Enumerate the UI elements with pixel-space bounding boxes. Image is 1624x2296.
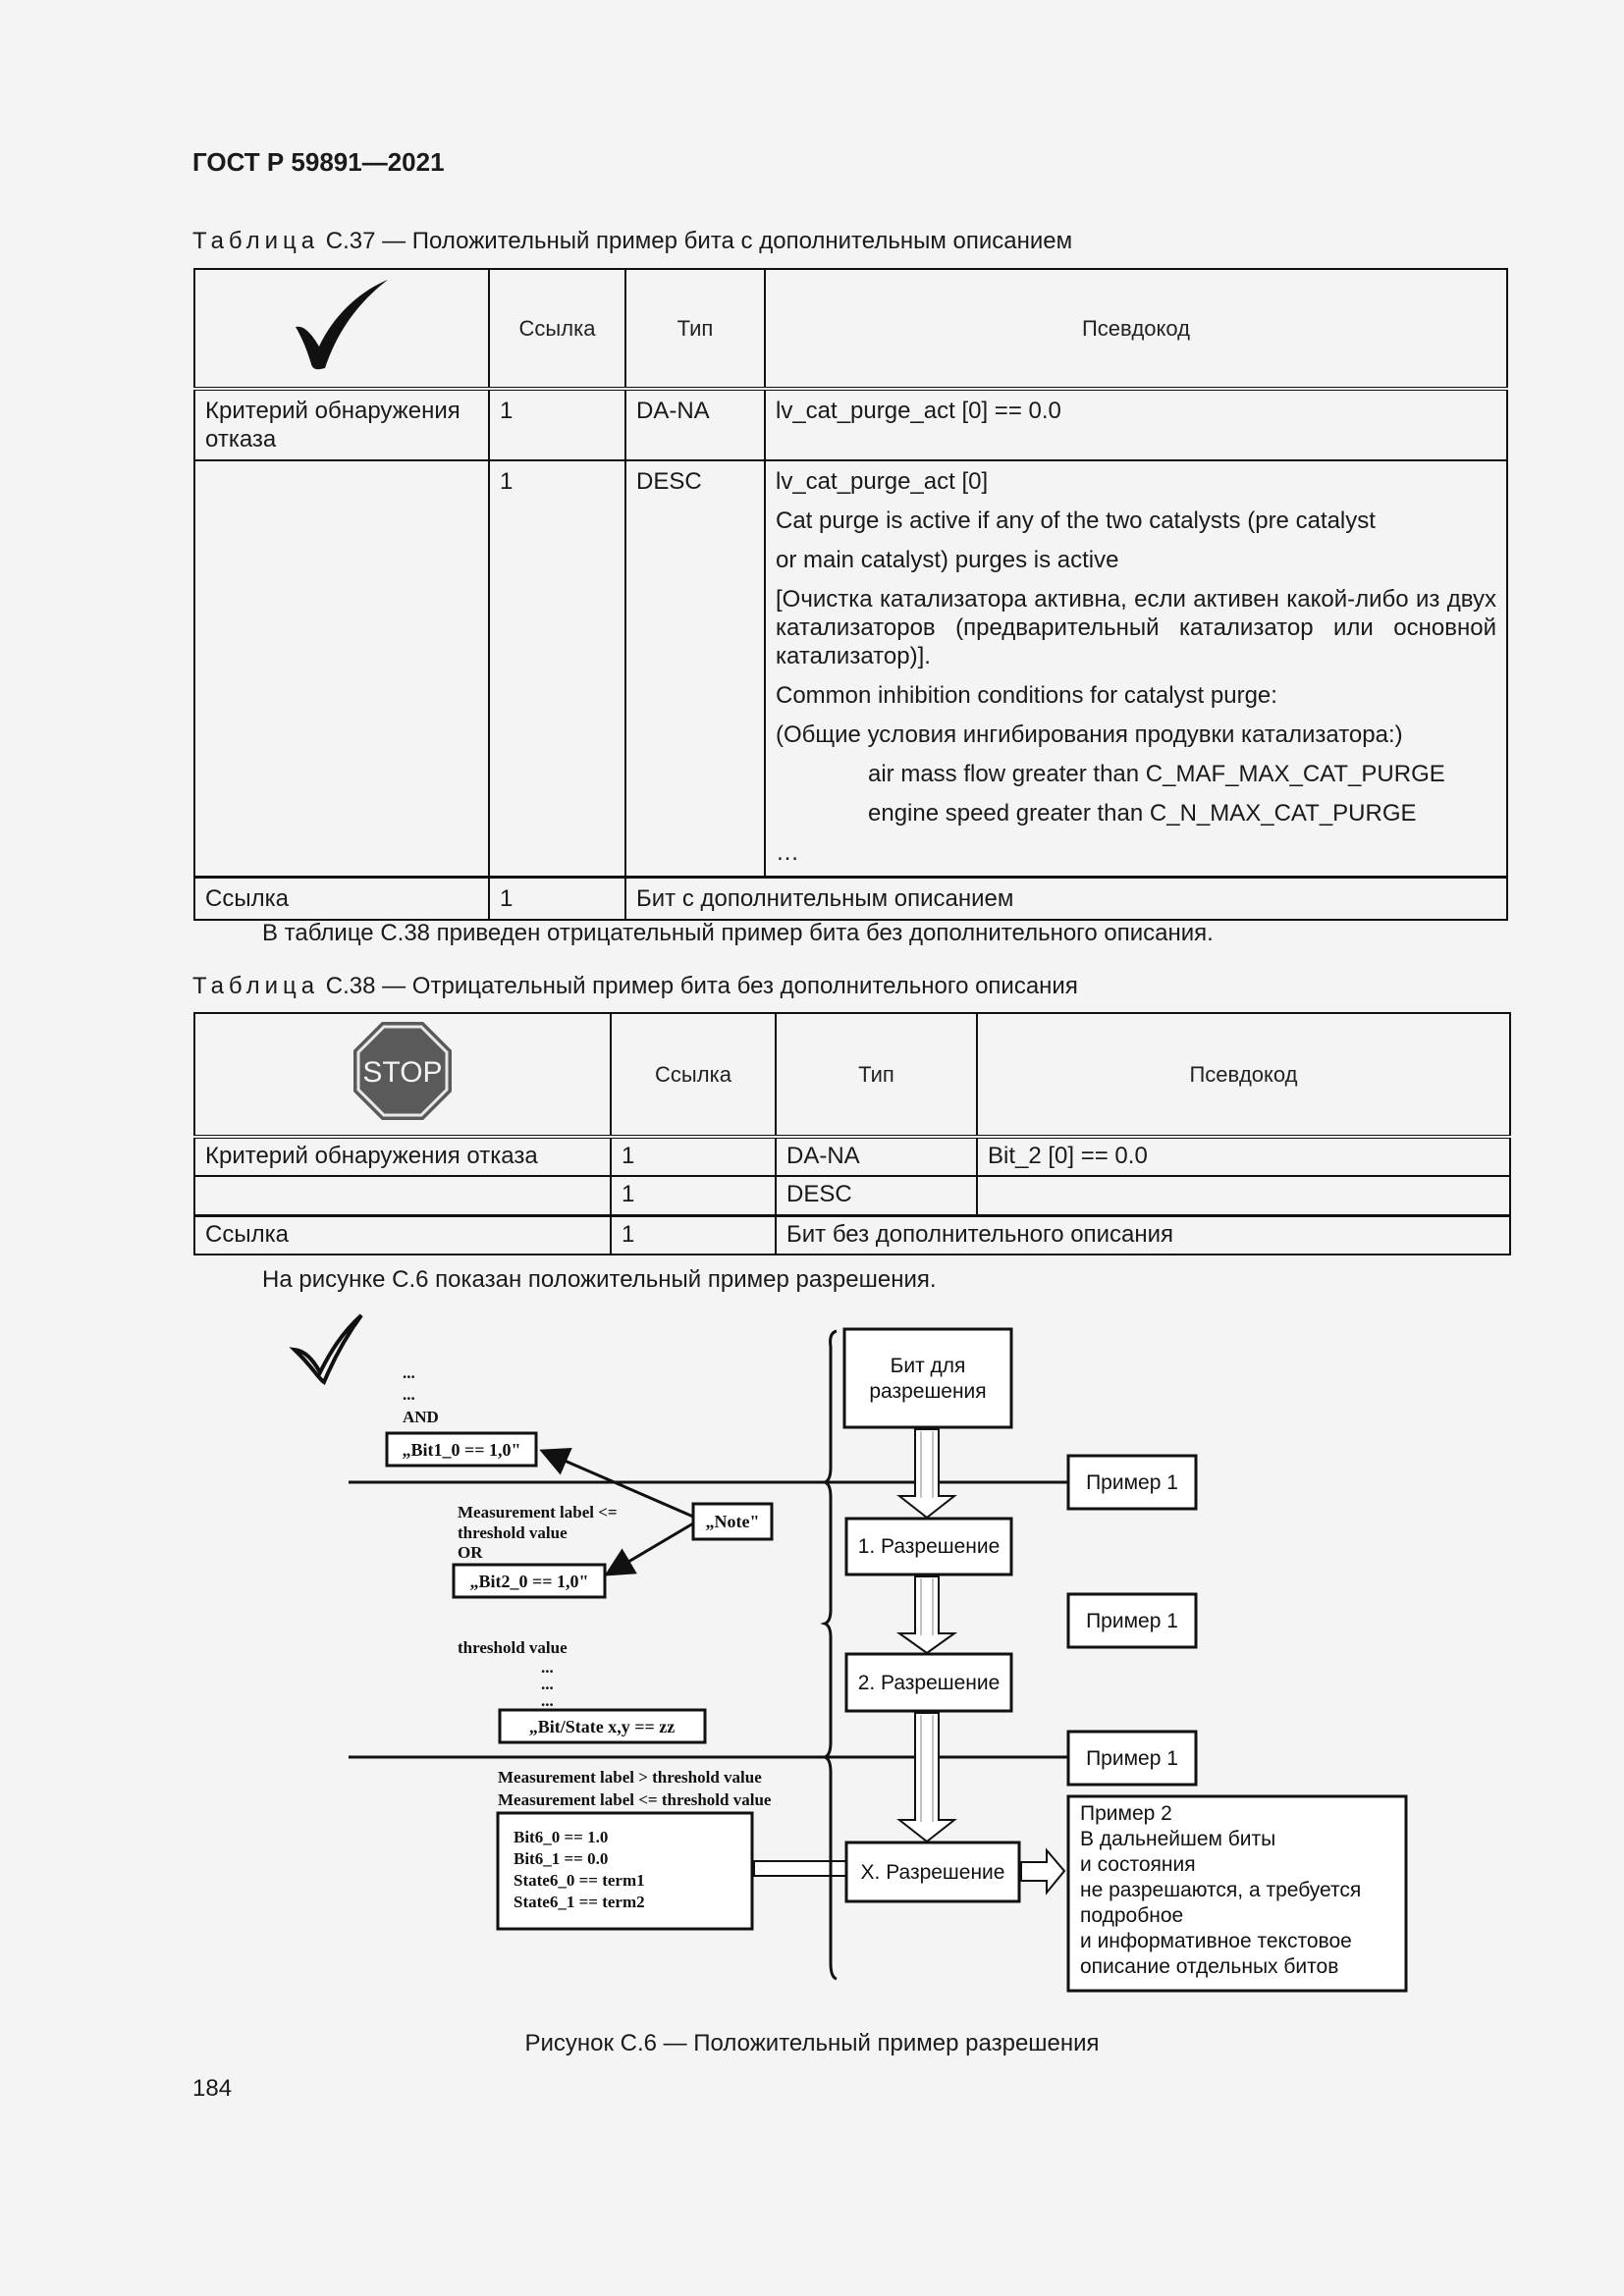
stop-sign-text: STOP <box>362 1056 443 1089</box>
permission-2-label: 2. Разрешение <box>857 1672 1001 1694</box>
desc-line: Cat purge is active if any of the two catalysts (pre catalyst <box>776 507 1376 534</box>
figure-and-label: AND <box>403 1408 439 1426</box>
measurement-label-text: Measurement label <= <box>458 1503 618 1522</box>
measurement-greater-text: Measurement label > threshold value <box>498 1768 762 1787</box>
or-label: OR <box>458 1543 483 1562</box>
figure-dots: ... <box>403 1385 415 1404</box>
figure-dots: ... <box>541 1691 554 1710</box>
figure-caption: Рисунок С.6 — Положительный пример разрешения <box>524 2030 1100 2056</box>
table38-row-type: DA-NA <box>776 1137 977 1176</box>
table38-footer-ref: 1 <box>611 1215 776 1255</box>
table38-row-label: Критерий обнаружения отказа <box>194 1137 611 1176</box>
example-2-line: не разрешаются, а требуется <box>1080 1879 1362 1901</box>
document-header: ГОСТ Р 59891—2021 <box>192 147 445 177</box>
measurement-less-equal-text: Measurement label <= threshold value <box>498 1790 772 1809</box>
table37-header-type: Тип <box>625 269 765 389</box>
paragraph-figure-intro: На рисунке С.6 показан положительный пример разрешения. <box>262 1266 937 1293</box>
table38-header-pseudocode: Псевдокод <box>977 1013 1510 1137</box>
down-arrow-3 <box>899 1713 954 1842</box>
figure-dots: ... <box>403 1363 415 1382</box>
permission-x-label: X. Разрешение <box>860 1861 1005 1884</box>
permission-1-label: 1. Разрешение <box>857 1535 1001 1558</box>
example-2-line: и информативное текстовое <box>1080 1930 1352 1952</box>
desc-line: air mass flow greater than C_MAF_MAX_CAT_PURGE <box>868 761 1445 787</box>
example-2-line: описание отдельных битов <box>1080 1955 1339 1978</box>
state-line: Bit6_1 == 0.0 <box>514 1849 609 1868</box>
paragraph-table38-intro: В таблице С.38 приведен отрицательный пример бита без дополнительного описания. <box>262 920 1214 946</box>
table38-desc-type: DESC <box>776 1176 977 1215</box>
table38-desc-ref: 1 <box>611 1176 776 1215</box>
table37-footer-ref: 1 <box>489 877 625 920</box>
note-label: „Note" <box>705 1512 760 1531</box>
threshold-value-text: threshold value <box>458 1638 568 1657</box>
desc-line: (Общие условия ингибирования продувки катализатора:) <box>776 721 1403 748</box>
table37-row-code: lv_cat_purge_act [0] == 0.0 <box>765 389 1507 460</box>
bit1-label: „Bit1_0 == 1,0" <box>402 1440 521 1460</box>
table37-desc-type: DESC <box>625 460 765 877</box>
desc-line: or main catalyst) purges is active <box>776 547 1119 573</box>
table37-desc-ref: 1 <box>489 460 625 877</box>
state-line: State6_1 == term2 <box>514 1893 645 1911</box>
example-2-line: и состояния <box>1080 1853 1196 1876</box>
table37-header-pseudocode: Псевдокод <box>765 269 1507 389</box>
down-arrow-1 <box>899 1429 954 1518</box>
desc-line: engine speed greater than C_N_MAX_CAT_PURGE <box>868 800 1417 827</box>
table38-header-ref: Ссылка <box>611 1013 776 1137</box>
figure-checkmark-icon <box>295 1315 361 1382</box>
states-to-permission-arrow <box>754 1854 856 1883</box>
desc-line: … <box>776 839 799 866</box>
table38-header-type: Тип <box>776 1013 977 1137</box>
table37-footer-text: Бит с дополнительным описанием <box>625 877 1507 920</box>
bracket-line <box>825 1331 837 1979</box>
example-1-label: Пример 1 <box>1086 1747 1178 1770</box>
desc-line: Common inhibition conditions for catalyst purge: <box>776 682 1277 709</box>
example-2-line: Пример 2 <box>1080 1802 1172 1825</box>
table37-header-ref: Ссылка <box>489 269 625 389</box>
bit-permission-label-2: разрешения <box>869 1380 987 1403</box>
bit2-label: „Bit2_0 == 1,0" <box>469 1572 589 1591</box>
threshold-value-text: threshold value <box>458 1523 568 1542</box>
table37-row-type: DA-NA <box>625 389 765 460</box>
figure-dots: ... <box>541 1675 554 1693</box>
example-1-label: Пример 1 <box>1086 1471 1178 1494</box>
example-1-label: Пример 1 <box>1086 1610 1178 1632</box>
table38-caption-title: С.38 — Отрицательный пример бита без дополнительного описания <box>319 973 1078 999</box>
table37-caption-title: С.37 — Положительный пример бита с дополнительным описанием <box>319 228 1073 254</box>
bit-permission-box <box>844 1329 1011 1427</box>
down-arrow-2 <box>899 1576 954 1653</box>
table38-caption-word: Таблица <box>192 973 320 999</box>
table38-row-ref: 1 <box>611 1137 776 1176</box>
table38-row-code: Bit_2 [0] == 0.0 <box>977 1137 1510 1176</box>
table38-footer-label: Ссылка <box>194 1215 611 1255</box>
bit-state-label: „Bit/State x,y == zz <box>528 1717 676 1736</box>
note-arrow-to-bit2 <box>607 1523 693 1575</box>
desc-line: [Очистка катализатора активна, если активен какой-либо из двух катализаторов (предварительный катализатор или основной катализатор)]. <box>776 586 1496 669</box>
table37-row-ref: 1 <box>489 389 625 460</box>
table38-footer-text: Бит без дополнительного описания <box>776 1215 1510 1255</box>
table37-footer-label: Ссылка <box>194 877 489 920</box>
page-number: 184 <box>192 2075 233 2102</box>
permission-to-example2-arrow <box>1021 1850 1064 1893</box>
figure-dots: ... <box>541 1658 554 1677</box>
bit-permission-label-1: Бит для <box>890 1355 966 1377</box>
example-2-line: В дальнейшем биты <box>1080 1828 1276 1850</box>
desc-line: lv_cat_purge_act [0] <box>776 468 989 495</box>
example-2-line: подробное <box>1080 1904 1184 1927</box>
state-line: State6_0 == term1 <box>514 1871 645 1890</box>
state-line: Bit6_0 == 1.0 <box>514 1828 609 1846</box>
table37-caption-word: Таблица <box>192 228 320 254</box>
table37-row-label: Критерий обнаружения отказа <box>194 389 489 460</box>
